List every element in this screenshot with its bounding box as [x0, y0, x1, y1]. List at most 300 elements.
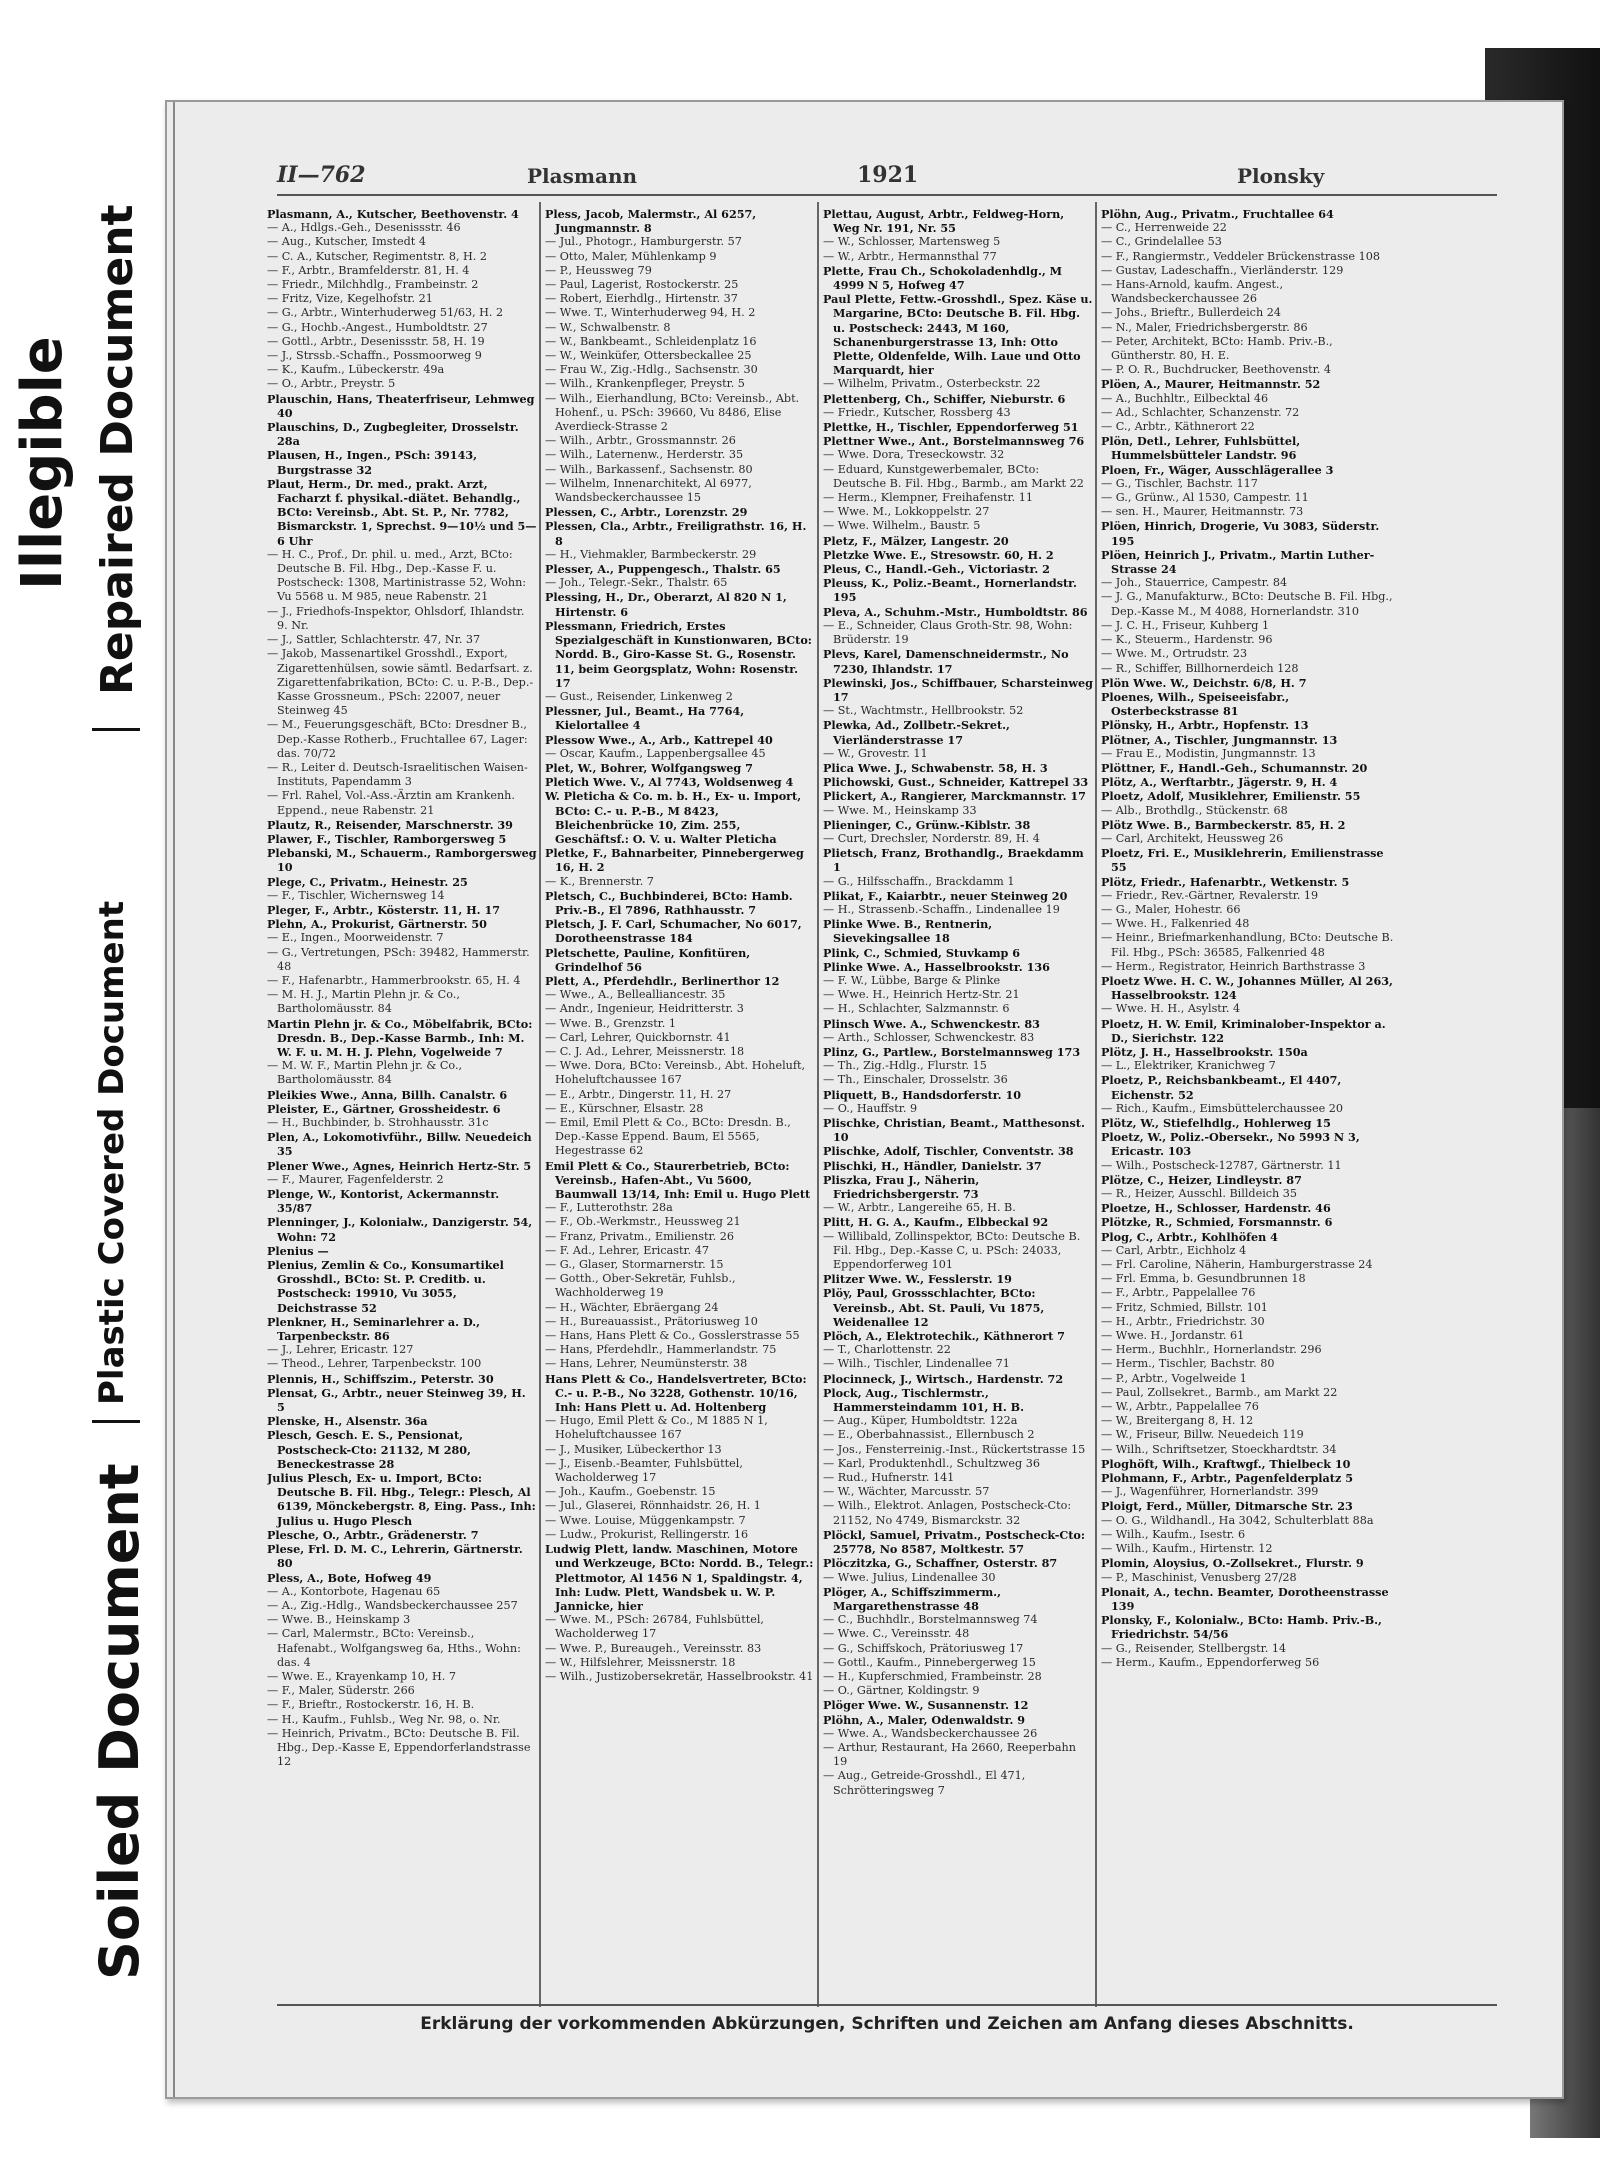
- directory-entry: Plonsky, F., Kolonialw., BCto: Hamb. Priv.-B., Friedrichstr. 54/56: [1101, 1613, 1382, 1642]
- directory-entry: — A., Buchhltr., Eilbecktal 46: [1101, 391, 1269, 405]
- directory-entry: — W., Grovestr. 11: [823, 746, 928, 760]
- directory-entry: Plen, A., Lokomotivführ., Billw. Neuedeich 35: [267, 1130, 532, 1159]
- directory-entry: Plautz, R., Reisender, Marschnerstr. 39: [267, 817, 513, 832]
- directory-column-2: [545, 207, 815, 2002]
- directory-entry: — Wilh., Arbtr., Grossmannstr. 26: [545, 434, 736, 448]
- directory-entry: Pleva, A., Schuhm.-Mstr., Humboldtstr. 86: [823, 604, 1088, 619]
- directory-entry: Plewinski, Jos., Schiffbauer, Scharsteinweg 17: [823, 675, 1093, 704]
- directory-entry: Plötz, A., Werftarbtr., Jägerstr. 9, H. 4: [1101, 775, 1338, 790]
- directory-entry: — G., Glaser, Stormarnerstr. 15: [545, 1258, 724, 1272]
- directory-entry: Pless, Jacob, Malermstr., Al 6257, Jungmannstr. 8: [545, 207, 757, 236]
- directory-entry: Plöen, Heinrich J., Privatm., Martin Luther-Strasse 24: [1101, 547, 1375, 577]
- directory-entry: — J., Lehrer, Ericastr. 127: [267, 1343, 414, 1357]
- directory-entry: Plessing, H., Dr., Oberarzt, Al 820 N 1, Hirtenstr. 6: [545, 590, 787, 619]
- directory-entry: Plock, Aug., Tischlermstr., Hammersteindamm 101, H. B.: [823, 1385, 1024, 1415]
- directory-entry: — H., Kaufm., Fuhlsb., Weg Nr. 98, o. Nr.: [267, 1712, 501, 1726]
- page-footer: Erklärung der vorkommenden Abkürzungen, Schriften und Zeichen am Anfang dieses Abschnitts.: [420, 2014, 1354, 2034]
- directory-entry: — Th., Einschaler, Drosselstr. 36: [823, 1073, 1008, 1087]
- directory-entry: — A., Kontorbote, Hagenau 65: [267, 1584, 441, 1598]
- directory-entry: — R., Schiffer, Billhornerdeich 128: [1101, 661, 1299, 675]
- directory-entry: — J., Musiker, Lübeckerthor 13: [545, 1442, 722, 1456]
- directory-entry: — Gustav, Ladeschaffn., Vierländerstr. 129: [1101, 263, 1344, 277]
- directory-entry: — H., Buchbinder, b. Strohhausstr. 31c: [267, 1116, 489, 1129]
- directory-entry: Plöen, Hinrich, Drogerie, Vu 3083, Süderstr. 195: [1101, 519, 1380, 548]
- column-separator: [817, 202, 819, 2007]
- directory-entry: — J. G., Manufakturw., BCto: Deutsche B. Fil. Hbg., Dep.-Kasse M., M 4088, Hornerlandstr. 310: [1101, 590, 1393, 618]
- directory-entry: — R., Leiter d. Deutsch-Israelitischen Waisen-Instituts, Papendamm 3: [267, 760, 528, 789]
- directory-entry: — Hans, Hans Plett & Co., Gosslerstrasse 55: [545, 1329, 800, 1343]
- directory-entry: Plocinneck, J., Wirtsch., Hardenstr. 72: [823, 1371, 1064, 1386]
- directory-entry: — Wwe., A., Bellealliancestr. 35: [545, 988, 726, 1002]
- directory-entry: — W., Weinküfer, Ottersbeckallee 25: [545, 349, 752, 363]
- directory-entry: Plietsch, Franz, Brothandlg., Braekdamm 1: [823, 846, 1084, 875]
- directory-entry: — Wwe. M., Ortrudstr. 23: [1101, 647, 1248, 661]
- directory-entry: — Andr., Ingenieur, Heidritterstr. 3: [545, 1002, 744, 1016]
- directory-entry: — Carl, Arbtr., Eichholz 4: [1101, 1243, 1247, 1257]
- directory-entry: Pless, A., Bote, Hofweg 49: [267, 1570, 432, 1585]
- directory-entry: Plevs, Karel, Damenschneidermstr., No 7230, Ihlandstr. 17: [823, 647, 1069, 676]
- directory-entry: — C., Herrenweide 22: [1101, 221, 1227, 235]
- directory-entry: Plessmann, Friedrich, Erstes Spezialgeschäft in Kunstionwaren, BCto: Nordd. B., Giro-Kasse St. G., Rosenstr. 11, beim Georgsplatz, Wohn: Rosenstr. 17: [545, 618, 812, 690]
- directory-entry: Pletsch, C., Buchbinderei, BCto: Hamb. Priv.-B., El 7896, Rathhausstr. 7: [545, 888, 793, 917]
- directory-entry: — Wwe. H. H., Asylstr. 4: [1101, 1002, 1241, 1016]
- directory-entry: — Wwe. H., Jordanstr. 61: [1101, 1329, 1245, 1343]
- directory-entry: — Wilh., Tischler, Lindenallee 71: [823, 1357, 1010, 1371]
- directory-entry: — J., Sattler, Schlachterstr. 47, Nr. 37: [267, 633, 481, 647]
- directory-entry: — Wwe. Wilhelm., Baustr. 5: [823, 519, 981, 533]
- directory-entry: Paul Plette, Fettw.-Grosshdl., Spez. Käse u. Margarine, BCto: Deutsche B. Fil. Hbg. u. Postscheck: 2443, M 160, Schanenburgerstrasse 13, Inh: Otto Plette, Oldenfelde, Wilh. Laue und Otto Marquardt, hier: [823, 292, 1093, 378]
- directory-entry: — E., Kürschner, Elsastr. 28: [545, 1101, 704, 1115]
- directory-entry: — Johs., Brieftr., Bullerdeich 24: [1101, 306, 1281, 320]
- directory-entry: — F., Brieftr., Rostockerstr. 16, H. B.: [267, 1698, 475, 1712]
- directory-entry: — Peter, Architekt, BCto: Hamb. Priv.-B., Güntherstr. 80, H. E.: [1101, 334, 1333, 363]
- directory-entry: — Otto, Maler, Mühlenkamp 9: [545, 249, 717, 263]
- directory-entry: — Wwe. C., Vereinsstr. 48: [823, 1627, 970, 1641]
- directory-entry: Ploetz Wwe. H. C. W., Johannes Müller, Al 263, Hasselbrookstr. 124: [1101, 973, 1393, 1003]
- page-number: II—762: [277, 162, 366, 188]
- directory-entry: Plomin, Aloysius, O.-Zollsekret., Flurstr. 9: [1101, 1556, 1364, 1571]
- directory-entry: — Frl. Rahel, Vol.-Ass.-Ärztin am Krankenh. Eppend., neue Rabenstr. 21: [267, 789, 515, 817]
- directory-entry: — Willibald, Zollinspektor, BCto: Deutsche B. Fil. Hbg., Dep.-Kasse C, u. PSch: 24033, Eppendorferweg 101: [823, 1229, 1081, 1272]
- directory-entry: — F., Tischler, Wichernsweg 14: [267, 888, 445, 902]
- directory-entry: — Aug., Küper, Humboldtstr. 122a: [823, 1414, 1018, 1428]
- directory-entry: — Wwe. M., Heinskamp 33: [823, 803, 977, 817]
- directory-entry: Pletz, F., Mälzer, Langestr. 20: [823, 533, 1009, 548]
- directory-entry: Plaut, Herm., Dr. med., prakt. Arzt, Facharzt f. physikal.-diätet. Behandlg., BCto: Vereinsb., Abt. St. P., Nr. 7782, Bismarckstr. 1, Sprechst. 9—10½ und 5—6 Uhr: [267, 476, 537, 548]
- directory-entry: — F., Arbtr., Bramfelderstr. 81, H. 4: [267, 263, 470, 277]
- directory-entry: — H. C., Prof., Dr. phil. u. med., Arzt, BCto: Deutsche B. Fil. Hbg., Dep.-Kasse F. u. Postscheck: 1308, Martinistrasse 52, Wohn: Vu 5568 u. M 985, neue Rabenstr. 21: [267, 547, 527, 604]
- directory-entry: Plinke Wwe. A., Hasselbrookstr. 136: [823, 959, 1050, 974]
- directory-entry: Plettenberg, Ch., Schiffer, Nieburstr. 6: [823, 391, 1066, 406]
- directory-entry: Plitzer Wwe. W., Fesslerstr. 19: [823, 1272, 1012, 1287]
- directory-entry: — G., Maler, Hohestr. 66: [1101, 902, 1241, 916]
- directory-entry: Plessen, Cla., Arbtr., Freiligrathstr. 16, H. 8: [545, 519, 807, 548]
- directory-entry: Plessow Wwe., A., Arb., Kattrepel 40: [545, 732, 773, 747]
- directory-entry: Plessen, C., Arbtr., Lorenzstr. 29: [545, 505, 748, 520]
- directory-entry: — Herm., Buchhlr., Hornerlandstr. 296: [1101, 1343, 1322, 1357]
- label-divider: [92, 1420, 140, 1423]
- directory-entry: — Carl, Malermstr., BCto: Vereinsb., Hafenabt., Wolfgangsweg 6a, Hths., Wohn: das. 4: [267, 1627, 521, 1669]
- directory-entry: Plebanski, M., Schauerm., Ramborgersweg 10: [267, 846, 537, 875]
- directory-entry: Pletzke Wwe. E., Stresowstr. 60, H. 2: [823, 547, 1054, 562]
- directory-entry: — Wwe. H., Falkenried 48: [1101, 917, 1250, 931]
- directory-entry: Plitt, H. G. A., Kaufm., Elbbeckal 92: [823, 1215, 1049, 1230]
- directory-entry: — F. W., Lübbe, Barge & Plinke: [823, 973, 1001, 987]
- directory-entry: Ploetz, H. W. Emil, Kriminalober-Inspektor a. D., Sierichstr. 122: [1101, 1016, 1386, 1045]
- directory-entry: — Alb., Brothdlg., Stückenstr. 68: [1101, 803, 1288, 817]
- directory-entry: — A., Zig.-Hdlg., Wandsbeckerchaussee 257: [267, 1598, 518, 1612]
- directory-page: [165, 100, 1564, 2099]
- directory-entry: — W., Arbtr., Hermannsthal 77: [823, 249, 997, 263]
- directory-entry: — Wilhelm, Innenarchitekt, Al 6977, Wandsbeckerchaussee 15: [545, 476, 752, 505]
- directory-entry: Plensat, G., Arbtr., neuer Steinweg 39, H. 5: [267, 1385, 526, 1415]
- directory-entry: — R., Heizer, Ausschl. Billdeich 35: [1101, 1187, 1298, 1201]
- directory-entry: — O. G., Wildhandl., Ha 3042, Schulterblatt 88a: [1101, 1513, 1374, 1527]
- directory-entry: Plawer, F., Tischler, Ramborgersweg 5: [267, 831, 507, 846]
- directory-entry: — W., Friseur, Billw. Neuedeich 119: [1101, 1428, 1304, 1442]
- directory-entry: Plohmann, F., Arbtr., Pagenfelderplatz 5: [1101, 1471, 1353, 1486]
- directory-entry: — Friedr., Milchhdlg., Frambeinstr. 2: [267, 278, 479, 292]
- directory-entry: — Wilh., Schriftsetzer, Stoeckhardtstr. 34: [1101, 1442, 1337, 1456]
- label-divider: [92, 728, 140, 731]
- directory-entry: — G., Hilfsschaffn., Brackdamm 1: [823, 874, 1015, 888]
- directory-entry: — K., Kaufm., Lübeckerstr. 49a: [267, 363, 445, 377]
- directory-entry: Plötz, Friedr., Hafenarbtr., Wetkenstr. 5: [1101, 874, 1350, 889]
- directory-entry: — Wilh., Postscheck-12787, Gärtnerstr. 11: [1101, 1158, 1342, 1172]
- directory-entry: — Frau W., Zig.-Hdlg., Sachsenstr. 30: [545, 363, 758, 377]
- directory-entry: Plesche, O., Arbtr., Grädenerstr. 7: [267, 1527, 479, 1542]
- directory-entry: — Theod., Lehrer, Tarpenbeckstr. 100: [267, 1357, 482, 1371]
- directory-entry: — Friedr., Rev.-Gärtner, Revalerstr. 19: [1101, 888, 1319, 902]
- directory-entry: Plehn, A., Prokurist, Gärtnerstr. 50: [267, 917, 487, 932]
- directory-entry: — G., Hochb.-Angest., Humboldtstr. 27: [267, 320, 488, 334]
- directory-entry: — F., Arbtr., Pappelallee 76: [1101, 1286, 1256, 1300]
- directory-entry: — J., Eisenb.-Beamter, Fuhlsbüttel, Wacholderweg 17: [545, 1456, 743, 1485]
- directory-entry: Pleus, C., Handl.-Geh., Victoriastr. 2: [823, 562, 1050, 577]
- directory-entry: — Arth., Schlosser, Schwenckestr. 83: [823, 1030, 1035, 1044]
- directory-entry: Plötz Wwe. B., Barmbeckerstr. 85, H. 2: [1101, 817, 1346, 832]
- directory-entry: Ploetz, W., Poliz.-Obersekr., No 5993 N 3, Ericastr. 103: [1101, 1130, 1360, 1159]
- header-first-name: Plasmann: [527, 164, 638, 188]
- directory-entry: Ploetze, H., Schlosser, Hardenstr. 46: [1101, 1201, 1331, 1216]
- directory-entry: — Rich., Kaufm., Eimsbüttelerchaussee 20: [1101, 1101, 1344, 1115]
- label-plastic: Plastic Covered Document: [92, 900, 132, 1405]
- directory-entry: Plöger, A., Schiffszimmerm., Margarethenstrasse 48: [823, 1584, 1001, 1613]
- directory-entry: — Oscar, Kaufm., Lappenbergsallee 45: [545, 746, 766, 760]
- directory-entry: — W., Arbtr., Pappelallee 76: [1101, 1400, 1259, 1414]
- directory-entry: — Joh., Kaufm., Goebenstr. 15: [545, 1485, 716, 1499]
- directory-entry: — Gottl., Arbtr., Desenissstr. 58, H. 19: [267, 334, 485, 348]
- directory-entry: Plewka, Ad., Zollbetr.-Sekret., Vierländerstrasse 17: [823, 718, 1010, 747]
- directory-entry: — W., Bankbeamt., Schleidenplatz 16: [545, 334, 757, 348]
- directory-entry: — Carl, Architekt, Heussweg 26: [1101, 831, 1284, 845]
- directory-entry: Plöhn, Aug., Privatm., Fruchtallee 64: [1101, 207, 1334, 221]
- directory-entry: — L., Elektriker, Kranichweg 7: [1101, 1059, 1276, 1073]
- directory-entry: — H., Schlachter, Salzmannstr. 6: [823, 1002, 1010, 1016]
- directory-entry: — O., Arbtr., Preystr. 5: [267, 377, 396, 391]
- directory-entry: Plink, C., Schmied, Stuvkamp 6: [823, 945, 1021, 960]
- directory-entry: — Joh., Stauerrice, Campestr. 84: [1101, 576, 1288, 590]
- directory-entry: — G., Tischler, Bachstr. 117: [1101, 476, 1258, 490]
- directory-entry: Pliszka, Frau J., Näherin, Friedrichsbergerstr. 73: [823, 1172, 980, 1202]
- directory-entry: — J., Friedhofs-Inspektor, Ohlsdorf, Ihlandstr. 9. Nr.: [267, 604, 525, 632]
- directory-entry: — T., Charlottenstr. 22: [823, 1343, 951, 1357]
- directory-entry: — Wilhelm, Privatm., Osterbeckstr. 22: [823, 377, 1041, 391]
- directory-entry: Plege, C., Privatm., Heinestr. 25: [267, 874, 468, 889]
- directory-entry: Pletsch, J. F. Carl, Schumacher, No 6017, Dorotheenstrasse 184: [545, 917, 802, 946]
- directory-entry: — Wwe. B., Grenzstr. 1: [545, 1016, 677, 1030]
- directory-entry: — G., Schiffskoch, Prätoriusweg 17: [823, 1641, 1024, 1655]
- directory-entry: Pleger, F., Arbtr., Kösterstr. 11, H. 17: [267, 902, 501, 917]
- directory-entry: Ploetz, Fri. E., Musiklehrerin, Emilienstrasse 55: [1101, 846, 1384, 875]
- directory-entry: — Wwe. B., Heinskamp 3: [267, 1613, 411, 1627]
- directory-entry: — A., Hdlgs.-Geh., Desenissstr. 46: [267, 221, 461, 235]
- directory-entry: — Wwe. H., Heinrich Hertz-Str. 21: [823, 988, 1020, 1002]
- directory-entry: — H., Wächter, Ebräergang 24: [545, 1300, 719, 1314]
- directory-entry: — St., Wachtmstr., Hellbrookstr. 52: [823, 704, 1024, 718]
- directory-entry: Plette, Frau Ch., Schokoladenhdlg., M 4999 N 5, Hofweg 47: [823, 263, 1063, 293]
- directory-entry: Plinke Wwe. B., Rentnerin, Sievekingsallee 18: [823, 917, 993, 946]
- directory-entry: — Paul, Zollsekret., Barmb., am Markt 22: [1101, 1385, 1338, 1399]
- directory-entry: — K., Brennerstr. 7: [545, 874, 654, 888]
- directory-entry: Plöckl, Samuel, Privatm., Postscheck-Cto: 25778, No 8587, Moltkestr. 57: [823, 1527, 1085, 1557]
- directory-entry: — H., Arbtr., Friedrichstr. 30: [1101, 1314, 1265, 1328]
- directory-entry: — Wwe. M., PSch: 26784, Fuhlsbüttel, Wacholderweg 17: [545, 1613, 764, 1641]
- directory-entry: — F., Ob.-Werkmstr., Heussweg 21: [545, 1215, 741, 1229]
- label-soiled: Soiled Document: [88, 1463, 151, 1980]
- directory-entry: — W., Schlosser, Martensweg 5: [823, 235, 1001, 249]
- directory-entry: — Emil, Emil Plett & Co., BCto: Dresdn. B., Dep.-Kasse Eppend. Baum, El 5565, Hegestrasse 62: [545, 1116, 791, 1158]
- directory-entry: Plischki, H., Händler, Danielstr. 37: [823, 1158, 1042, 1173]
- directory-entry: — F., Lutterothstr. 28a: [545, 1201, 673, 1215]
- directory-entry: — W., Hilfslehrer, Meissnerstr. 18: [545, 1655, 736, 1669]
- directory-entry: Plenninger, J., Kolonialw., Danzigerstr. 54, Wohn: 72: [267, 1215, 533, 1244]
- directory-entry: Plauschins, D., Zugbegleiter, Drosselstr. 28a: [267, 420, 519, 449]
- directory-entry: Plese, Frl. D. M. C., Lehrerin, Gärtnerstr. 80: [267, 1542, 523, 1571]
- page-binding-edge: [173, 102, 175, 2097]
- label-illegible: Illegible: [10, 336, 75, 590]
- directory-entry: — Aug., Getreide-Grosshdl., El 471, Schrötteringsweg 7: [823, 1769, 1026, 1797]
- directory-entry: — Wwe. P., Bureaugeh., Vereinsstr. 83: [545, 1641, 762, 1655]
- directory-entry: — E., Arbtr., Dingerstr. 11, H. 27: [545, 1087, 732, 1101]
- directory-entry: Plötze, C., Heizer, Lindleystr. 87: [1101, 1172, 1302, 1187]
- directory-entry: — F. Ad., Lehrer, Ericastr. 47: [545, 1243, 709, 1257]
- directory-entry: — Th., Zig.-Hdlg., Flurstr. 15: [823, 1059, 987, 1073]
- directory-entry: — K., Steuerm., Hardenstr. 96: [1101, 633, 1273, 647]
- directory-entry: — Frl. Caroline, Näherin, Hamburgerstrasse 24: [1101, 1258, 1373, 1272]
- directory-entry: — Hugo, Emil Plett & Co., M 1885 N 1, Hoheluftchaussee 167: [545, 1414, 768, 1442]
- directory-entry: — W., Schwalbenstr. 8: [545, 320, 671, 334]
- directory-entry: Ludwig Plett, landw. Maschinen, Motore und Werkzeuge, BCto: Nordd. B., Telegr.: Plettmotor, Al 1456 N 1, Spaldingstr. 4, Inh: Ludw. Plett, Wandsbek u. W. P. Jannicke, hier: [545, 1542, 814, 1613]
- directory-entry: Plieninger, C., Grünw.-Kiblstr. 38: [823, 817, 1031, 832]
- directory-entry: Plettau, August, Arbtr., Feldweg-Horn, Weg Nr. 191, Nr. 55: [823, 207, 1065, 236]
- directory-entry: — G., Vertretungen, PSch: 39482, Hammerstr. 48: [267, 945, 530, 973]
- directory-entry: Plesser, A., Puppengesch., Thalstr. 65: [545, 562, 781, 577]
- directory-entry: Pleikies Wwe., Anna, Billh. Canalstr. 6: [267, 1087, 508, 1102]
- directory-entry: — M. W. F., Martin Plehn jr. & Co., Bartholomäusstr. 84: [267, 1059, 463, 1087]
- directory-entry: Plinz, G., Partlew., Borstelmannsweg 173: [823, 1044, 1081, 1059]
- directory-entry: — Wwe. A., Wandsbeckerchaussee 26: [823, 1726, 1038, 1740]
- column-separator: [539, 202, 541, 2007]
- directory-entry: Plöger Wwe. W., Susannenstr. 12: [823, 1698, 1029, 1713]
- directory-entry: — E., Oberbahnassist., Ellernbusch 2: [823, 1428, 1035, 1442]
- directory-entry: — Franz, Privatm., Emilienstr. 26: [545, 1229, 734, 1243]
- directory-entry: Pletke, F., Bahnarbeiter, Pinnebergerweg 16, H. 2: [545, 846, 804, 875]
- directory-entry: — Wilh., Laternenw., Herderstr. 35: [545, 448, 744, 462]
- directory-entry: — Herm., Registrator, Heinrich Barthstrasse 3: [1101, 959, 1366, 973]
- directory-entry: — C. J. Ad., Lehrer, Meissnerstr. 18: [545, 1044, 745, 1058]
- directory-entry: Plauschin, Hans, Theaterfriseur, Lehmweg 40: [267, 391, 535, 420]
- directory-entry: Plöy, Paul, Grossschlachter, BCto: Vereinsb., Abt. St. Pauli, Vu 1875, Weidenallee 12: [823, 1286, 1045, 1329]
- directory-entry: Plöch, A., Elektrotechik., Käthnerort 7: [823, 1329, 1065, 1344]
- directory-entry: Pliquett, B., Handsdorferstr. 10: [823, 1087, 1022, 1102]
- directory-entry: — M., Feuerungsgeschäft, BCto: Dresdner B., Dep.-Kasse Rotherb., Fruchtallee 67, Lager: das. 70/72: [267, 718, 528, 760]
- directory-entry: Plichowski, Gust., Schneider, Kattrepel 33: [823, 775, 1089, 790]
- directory-entry: — H., Strassenb.-Schaffn., Lindenallee 19: [823, 902, 1060, 916]
- directory-entry: — G., Grünw., Al 1530, Campestr. 11: [1101, 491, 1309, 505]
- directory-entry: — Herm., Kaufm., Eppendorferweg 56: [1101, 1655, 1320, 1669]
- directory-entry: Plenske, H., Alsenstr. 36a: [267, 1414, 428, 1429]
- directory-entry: — H., Kupferschmied, Frambeinstr. 28: [823, 1669, 1042, 1683]
- directory-entry: Ploigt, Ferd., Müller, Ditmarsche Str. 23: [1101, 1499, 1353, 1514]
- directory-entry: — W., Breitergang 8, H. 12: [1101, 1414, 1254, 1428]
- label-repaired: Repaired Document: [92, 204, 143, 695]
- directory-entry: W. Pleticha & Co. m. b. H., Ex- u. Import, BCto: C.- u. P.-B., M 8423, Bleichenbrücke 10, Zim. 255, Geschäftsf.: O. V. u. Walter Pleticha: [545, 789, 802, 846]
- directory-entry: — Jul., Photogr., Hamburgerstr. 57: [545, 235, 742, 249]
- directory-entry: Pleister, E., Gärtner, Grossheidestr. 6: [267, 1101, 501, 1116]
- directory-entry: — Wwe. Julius, Lindenallee 30: [823, 1570, 996, 1584]
- directory-entry: — Hans-Arnold, kaufm. Angest., Wandsbeckerchaussee 26: [1101, 278, 1284, 306]
- directory-entry: — Wilh., Eierhandlung, BCto: Vereinsb., Abt. Hohenf., u. PSch: 39660, Vu 8486, Elise Averdieck-Strasse 2: [545, 391, 800, 434]
- directory-entry: — Paul, Lagerist, Rostockerstr. 25: [545, 278, 739, 292]
- directory-entry: — Wwe. E., Krayenkamp 10, H. 7: [267, 1669, 457, 1683]
- directory-entry: — Heinr., Briefmarkenhandlung, BCto: Deutsche B. Fil. Hbg., PSch: 36585, Falkenried 48: [1101, 931, 1394, 959]
- directory-entry: — Rud., Hufnerstr. 141: [823, 1471, 955, 1485]
- directory-entry: Hans Plett & Co., Handelsvertreter, BCto: C.- u. P.-B., No 3228, Gothenstr. 10/16, Inh: Hans Plett u. Ad. Holtenberg: [545, 1371, 807, 1415]
- column-separator: [1095, 202, 1097, 2007]
- directory-entry: — C., Buchhdlr., Borstelmannsweg 74: [823, 1613, 1038, 1627]
- directory-entry: — Fritz, Vize, Kegelhofstr. 21: [267, 292, 433, 306]
- directory-entry: Plickert, A., Rangierer, Marckmannstr. 17: [823, 789, 1086, 804]
- directory-entry: — Hans, Pferdehdlr., Hammerlandstr. 75: [545, 1343, 777, 1357]
- directory-entry: Plett, A., Pferdehdlr., Berlinerthor 12: [545, 973, 780, 988]
- directory-entry: — Hans, Lehrer, Neumünsterstr. 38: [545, 1357, 748, 1371]
- directory-entry: — H., Bureauassist., Prätoriusweg 10: [545, 1314, 758, 1328]
- directory-entry: Plöhn, A., Maler, Odenwaldstr. 9: [823, 1712, 1026, 1727]
- header-rule: [277, 194, 1497, 196]
- directory-entry: Plikat, F., Kaiarbtr., neuer Steinweg 20: [823, 888, 1068, 903]
- directory-entry: — Wilh., Justizobersekretär, Hasselbrookstr. 41: [545, 1669, 814, 1683]
- directory-entry: — Wilh., Kaufm., Isestr. 6: [1101, 1527, 1246, 1541]
- directory-entry: — Frau E., Modistin, Jungmannstr. 13: [1101, 746, 1316, 760]
- directory-entry: Plischke, Christian, Beamt., Matthesonst. 10: [823, 1116, 1085, 1145]
- directory-entry: Plausen, H., Ingen., PSch: 39143, Burgstrasse 32: [267, 448, 478, 477]
- directory-entry: — Frl. Emma, b. Gesundbrunnen 18: [1101, 1272, 1306, 1286]
- directory-entry: — C. A., Kutscher, Regimentstr. 8, H. 2: [267, 249, 488, 263]
- directory-entry: — F., Maurer, Fagenfelderstr. 2: [267, 1172, 444, 1186]
- directory-entry: — E., Schneider, Claus Groth-Str. 98, Wohn: Brüderstr. 19: [823, 618, 1073, 647]
- directory-entry: — Ad., Schlachter, Schanzenstr. 72: [1101, 405, 1300, 419]
- directory-entry: — Joh., Telegr.-Sekr., Thalstr. 65: [545, 576, 728, 590]
- directory-entry: — Wilh., Barkassenf., Sachsenstr. 80: [545, 462, 753, 476]
- directory-column-1: [267, 207, 537, 2002]
- directory-entry: Ploen, Fr., Wäger, Ausschlägerallee 3: [1101, 462, 1334, 477]
- directory-entry: Plener Wwe., Agnes, Heinrich Hertz-Str. 5: [267, 1158, 532, 1173]
- directory-column-4: [1101, 207, 1401, 2002]
- directory-entry: — Wwe. Dora, Treseckowstr. 32: [823, 448, 1005, 462]
- directory-entry: — Herm., Tischler, Bachstr. 80: [1101, 1357, 1275, 1371]
- directory-entry: — O., Gärtner, Koldingstr. 9: [823, 1684, 980, 1698]
- directory-entry: Plenius, Zemlin & Co., Konsumartikel Grosshdl., BCto: St. P. Creditb. u. Postscheck: 19910, Vu 3055, Deichstrasse 52: [267, 1258, 504, 1315]
- directory-entry: — Herm., Klempner, Freihafenstr. 11: [823, 491, 1033, 505]
- directory-entry: — Arthur, Restaurant, Ha 2660, Reeperbahn 19: [823, 1740, 1076, 1769]
- directory-entry: Plettner Wwe., Ant., Borstelmannsweg 76: [823, 434, 1085, 449]
- directory-entry: Plica Wwe. J., Schwabenstr. 58, H. 3: [823, 760, 1048, 775]
- directory-entry: Plöen, A., Maurer, Heitmannstr. 52: [1101, 377, 1321, 392]
- directory-entry: Plöttner, F., Handl.-Geh., Schumannstr. 20: [1101, 760, 1368, 775]
- directory-entry: Martin Plehn jr. & Co., Möbelfabrik, BCto: Dresdn. B., Dep.-Kasse Barmb., Inh: M. W. F. u. M. H. J. Plehn, Vogelweide 7: [267, 1016, 533, 1059]
- directory-entry: — J., Strssb.-Schaffn., Possmoorweg 9: [267, 349, 482, 363]
- directory-entry: Emil Plett & Co., Staurerbetrieb, BCto: Vereinsb., Hafen-Abt., Vu 5600, Baumwall 13/14, Inh: Emil u. Hugo Plett: [545, 1158, 811, 1202]
- directory-entry: Ploetz, P., Reichsbankbeamt., El 4407, Eichenstr. 52: [1101, 1073, 1342, 1102]
- directory-entry: Ploghöft, Wilh., Kraftwgf., Thielbeck 10: [1101, 1456, 1351, 1471]
- directory-entry: Plenge, W., Kontorist, Ackermannstr. 35/87: [267, 1187, 500, 1216]
- directory-entry: — Jos., Fensterreinig.-Inst., Rückertstrasse 15: [823, 1442, 1086, 1456]
- directory-entry: — Wilh., Kaufm., Hirtenstr. 12: [1101, 1542, 1273, 1556]
- directory-entry: — Aug., Kutscher, Imstedt 4: [267, 235, 426, 249]
- directory-entry: — Robert, Eierhdlg., Hirtenstr. 37: [545, 292, 738, 306]
- directory-entry: — N., Maler, Friedrichsbergerstr. 86: [1101, 320, 1308, 334]
- header-last-name: Plonsky: [1237, 164, 1325, 188]
- directory-entry: — Jul., Glaserei, Rönnhaidstr. 26, H. 1: [545, 1499, 761, 1513]
- directory-entry: Plennis, H., Schiffszim., Peterstr. 30: [267, 1371, 494, 1386]
- directory-entry: — G., Reisender, Stellbergstr. 14: [1101, 1641, 1287, 1655]
- directory-entry: Plön Wwe. W., Deichstr. 6/8, H. 7: [1101, 675, 1307, 690]
- directory-entry: Pletich Wwe. V., Al 7743, Woldsenweg 4: [545, 775, 794, 790]
- directory-column-3: [823, 207, 1093, 2002]
- directory-entry: — Carl, Lehrer, Quickbornstr. 41: [545, 1030, 731, 1044]
- directory-entry: — Gottl., Kaufm., Pinnebergerweg 15: [823, 1655, 1036, 1669]
- directory-entry: Plötz, W., Stiefelhdlg., Hohlerweg 15: [1101, 1116, 1331, 1130]
- directory-entry: — F., Hafenarbtr., Hammerbrookstr. 65, H. 4: [267, 973, 521, 987]
- directory-entry: Plenkner, H., Seminarlehrer a. D., Tarpenbeckstr. 86: [267, 1314, 481, 1344]
- directory-entry: Plöczitzka, G., Schaffner, Osterstr. 87: [823, 1556, 1058, 1571]
- directory-entry: — Curt, Drechsler, Norderstr. 89, H. 4: [823, 831, 1040, 845]
- directory-entry: Plonait, A., techn. Beamter, Dorotheenstrasse 139: [1101, 1584, 1389, 1613]
- directory-entry: Plönsky, H., Arbtr., Hopfenstr. 13: [1101, 718, 1309, 733]
- directory-entry: — F., Rangiermstr., Veddeler Brückenstrasse 108: [1101, 249, 1380, 263]
- directory-entry: — P. O. R., Buchdrucker, Beethovenstr. 4: [1101, 363, 1331, 377]
- directory-entry: — Wwe. Dora, BCto: Vereinsb., Abt. Hoheluft, Hoheluftchaussee 167: [545, 1059, 806, 1087]
- header-year: 1921: [857, 162, 919, 188]
- directory-entry: — Eduard, Kunstgewerbemaler, BCto: Deutsche B. Fil. Hbg., Barmb., am Markt 22: [823, 462, 1084, 490]
- directory-entry: — P., Heussweg 79: [545, 263, 652, 277]
- directory-entry: — C., Arbtr., Käthnerort 22: [1101, 420, 1255, 434]
- directory-entry: Plettke, H., Tischler, Eppendorferweg 51: [823, 420, 1079, 435]
- directory-entry: — G., Arbtr., Winterhuderweg 51/63, H. 2: [267, 306, 504, 320]
- directory-entry: Plasmann, A., Kutscher, Beethovenstr. 4: [267, 207, 519, 221]
- directory-entry: Plog, C., Arbtr., Kohlhöfen 4: [1101, 1229, 1278, 1244]
- directory-entry: — H., Viehmakler, Barmbeckerstr. 29: [545, 547, 757, 561]
- directory-entry: — sen. H., Maurer, Heitmannstr. 73: [1101, 505, 1304, 519]
- directory-entry: — Fritz, Schmied, Billstr. 101: [1101, 1300, 1268, 1314]
- directory-entry: — C., Grindelallee 53: [1101, 235, 1222, 249]
- directory-entry: Plischke, Adolf, Tischler, Conventstr. 38: [823, 1144, 1074, 1159]
- directory-entry: Pletschette, Pauline, Konfitüren, Grindelhof 56: [545, 945, 751, 974]
- directory-entry: Pleuss, K., Poliz.-Beamt., Hornerlandstr. 195: [823, 576, 1077, 605]
- directory-entry: — Wilh., Elektrot. Anlagen, Postscheck-Cto: 21152, No 4749, Bismarckstr. 32: [823, 1499, 1072, 1527]
- directory-entry: Julius Plesch, Ex- u. Import, BCto: Deutsche B. Fil. Hbg., Telegr.: Plesch, Al 6139, Mönckebergstr. 8, Eing. Pass., Inh: Julius u. Hugo Plesch: [267, 1471, 536, 1528]
